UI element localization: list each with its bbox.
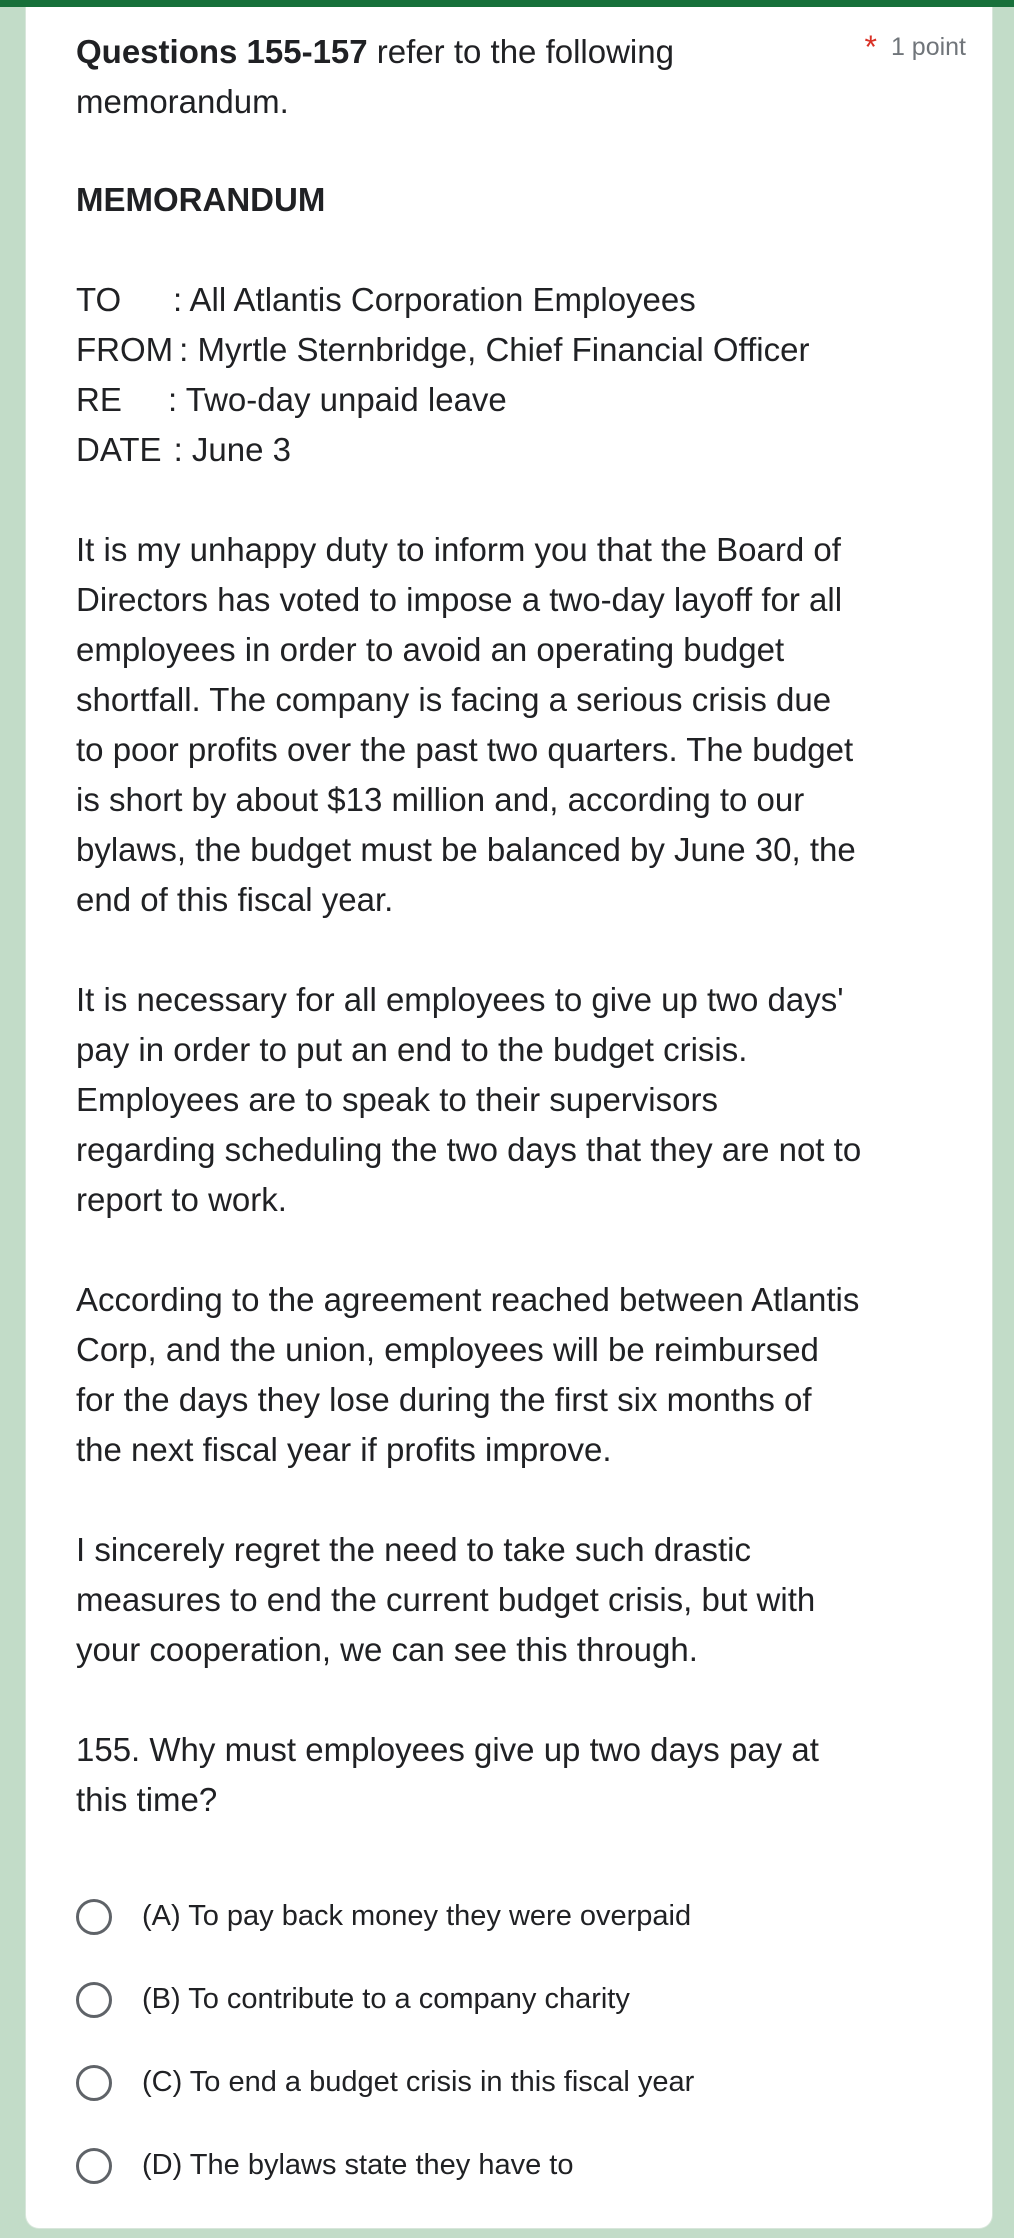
memo-paragraph: It is my unhappy duty to inform you that the Board of Directors has voted to impose a two-day layoff for all employees in order to avoid an operating budget shortfall. The company is facing a serious crisis due to poor profits over the past two quarters. The budget is short by about $13 million and, according to our bylaws, the budget must be balanced by June 30, the end of this fiscal year. bbox=[76, 531, 856, 918]
memo-field-label: DATE bbox=[76, 431, 162, 468]
question-card-content bbox=[76, 27, 966, 2207]
memo-heading: MEMORANDUM bbox=[76, 181, 326, 218]
memo-field-re bbox=[76, 375, 966, 425]
question-title bbox=[76, 27, 776, 127]
option-label[interactable]: (B) To contribute to a company charity bbox=[142, 1983, 630, 2015]
memo-fields bbox=[76, 275, 966, 475]
points-label: 1 point bbox=[890, 33, 966, 61]
option-a[interactable] bbox=[76, 1875, 966, 1958]
option-d[interactable] bbox=[76, 2124, 966, 2207]
option-label[interactable]: (C) To end a budget crisis in this fiscal year bbox=[142, 2066, 695, 2098]
answer-options bbox=[76, 1875, 966, 2207]
memo-field-value: : Myrtle Sternbridge, Chief Financial Officer bbox=[179, 331, 810, 368]
memo-field-label: FROM bbox=[76, 331, 174, 368]
memo-field-value: : Two-day unpaid leave bbox=[168, 381, 507, 418]
memo-body bbox=[76, 525, 866, 1825]
question-card bbox=[25, 7, 993, 2229]
radio-button-icon[interactable] bbox=[76, 2148, 112, 2184]
memo-field-label: TO bbox=[76, 281, 122, 318]
question-header bbox=[76, 27, 966, 127]
option-label[interactable]: (A) To pay back money they were overpaid bbox=[142, 1900, 692, 1932]
question-text: 155. Why must employees give up two days pay at this time? bbox=[76, 1731, 819, 1818]
memo-paragraph: I sincerely regret the need to take such drastic measures to end the current budget crisis, but with your cooperation, we can see this through. bbox=[76, 1531, 816, 1668]
radio-button-icon[interactable] bbox=[76, 1982, 112, 2018]
question-title-strong: Questions 155-157 bbox=[76, 33, 368, 70]
required-asterisk: * bbox=[864, 29, 877, 65]
option-c[interactable] bbox=[76, 2041, 966, 2124]
memo-field-value: : All Atlantis Corporation Employees bbox=[173, 281, 696, 318]
radio-button-icon[interactable] bbox=[76, 2065, 112, 2101]
form-accent-bar bbox=[0, 0, 1014, 7]
memo-paragraph: According to the agreement reached between Atlantis Corp, and the union, employees will be reimbursed for the days they lose during the first six months of the next fiscal year if profits improve. bbox=[76, 1281, 860, 1468]
memo-paragraph: It is necessary for all employees to give up two days' pay in order to put an end to the budget crisis. Employees are to speak to their supervisors regarding scheduling the two days that they are not to report to work. bbox=[76, 981, 862, 1218]
memo-field-date bbox=[76, 425, 966, 475]
memo-field-from bbox=[76, 325, 966, 375]
memo-field-to bbox=[76, 275, 966, 325]
memo-field-label: RE bbox=[76, 381, 122, 418]
option-b[interactable] bbox=[76, 1958, 966, 2041]
radio-button-icon[interactable] bbox=[76, 1899, 112, 1935]
question-title-rest: refer to the following memorandum. bbox=[76, 33, 674, 120]
points-indicator bbox=[864, 29, 966, 65]
memo-field-value: : June 3 bbox=[173, 431, 291, 468]
option-label[interactable]: (D) The bylaws state they have to bbox=[142, 2149, 574, 2181]
